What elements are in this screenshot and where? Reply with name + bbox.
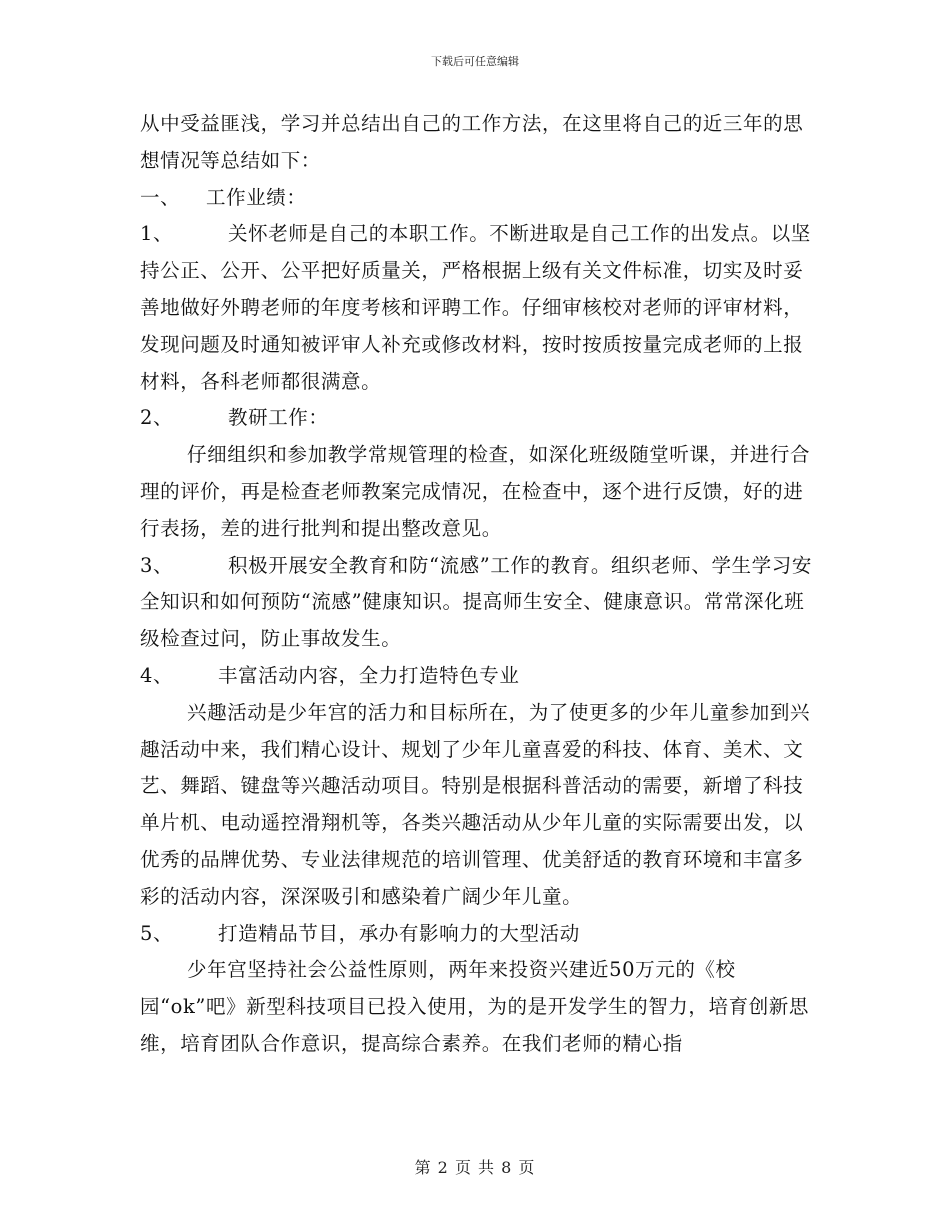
paragraph-intro: 从中受益匪浅，学习并总结出自己的工作方法，在这里将自己的近三年的思想情况等总结如下：: [140, 112, 804, 172]
page-header: 下载后可任意编辑: [431, 55, 519, 68]
item-5-heading: [140, 916, 820, 953]
paragraph-programs: 少年宫坚持社会公益性原则，两年来投资兴建近50万元的《校园“ok”吧》新型科技项目已投入使用，为的是开发学生的智力，培育创新思维，培育团队合作意识，提高综合素养。在我们老师的精心指: [140, 958, 809, 1055]
item-2-heading: [140, 400, 820, 437]
item-text: 关怀老师是自己的本职工作。不断进取是自己工作的出发点。以坚持公正、公开、公平把好质量关，严格根据上级有关文件标准，切实及时妥善地做好外聘老师的年度考核和评聘工作。仔细审核校对老师的评审材料，发现问题及时通知被评审人补充或修改材料，按时按质按量完成老师的上报材料，各科老师都很满意。: [140, 222, 811, 393]
paragraph-activities: 兴趣活动是少年宫的活力和目标所在，为了使更多的少年儿童参加到兴趣活动中来，我们精心设计、规划了少年儿童喜爱的科技、体育、美术、文艺、舞蹈、键盘等兴趣活动项目。特别是根据科普活动的需要，新增了科技单片机、电动遥控滑翔机等，各类兴趣活动从少年儿童的实际需要出发，以优秀的品牌优势、专业法律规范的培训管理、优美舒适的教育环境和丰富多彩的活动内容，深深吸引和感染着广阔少年儿童。: [140, 700, 811, 908]
item-number: 2、: [140, 406, 174, 430]
item-title: 丰富活动内容，全力打造特色专业: [218, 663, 520, 687]
section-number: 一、: [140, 185, 181, 209]
item-text: 积极开展安全教育和防“流感”工作的教育。组织老师、学生学习安全知识和如何预防“流感”健康知识。提高师生安全、健康意识。常常深化班级检查过问，防止事故发生。: [140, 553, 812, 651]
item-number: 1、: [140, 222, 174, 246]
document-body: [140, 106, 820, 1063]
item-title: 打造精品节目，承办有影响力的大型活动: [218, 921, 580, 945]
item-number: 4、: [140, 663, 174, 687]
section-title: 工作业绩：: [206, 185, 307, 209]
paragraph-teaching-research: 仔细组织和参加教学常规管理的检查，如深化班级随堂听课，并进行合理的评价，再是检查老师教案完成情况，在检查中，逐个进行反馈，好的进行表扬，差的进行批判和提出整改意见。: [140, 443, 811, 540]
item-3: [140, 548, 820, 658]
item-title: 教研工作：: [228, 406, 329, 430]
item-number: 5、: [140, 921, 174, 945]
item-number: 3、: [140, 553, 174, 577]
section-heading-1: [140, 180, 820, 217]
item-4-heading: [140, 658, 820, 695]
item-1: [140, 216, 820, 400]
page-footer: 第 2 页 共 8 页: [414, 1158, 536, 1177]
